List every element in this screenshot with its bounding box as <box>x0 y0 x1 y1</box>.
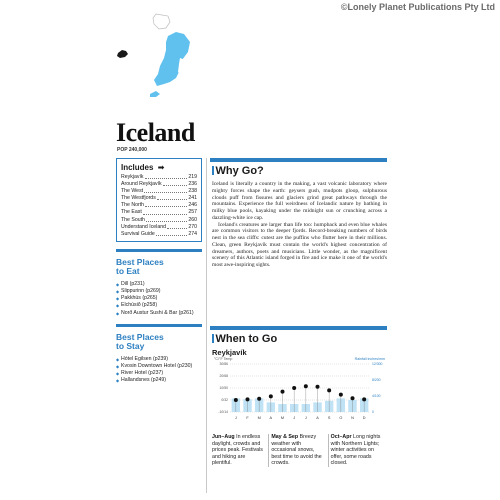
temperature-point <box>234 398 238 402</box>
list-item: ◆ Hótel Egilsen (p239) <box>116 356 202 363</box>
list-item: ◆ Kvosin Downtown Hotel (p230) <box>116 363 202 370</box>
month-tick-label: M <box>280 416 285 420</box>
month-tick-label: J <box>304 416 307 420</box>
month-tick-label: S <box>327 416 331 420</box>
month-tick-label: J <box>293 416 296 420</box>
left-tick-label: 0/32 <box>221 398 228 403</box>
month-tick-label: N <box>351 416 354 420</box>
list-item: ◆ River Hotel (p237) <box>116 370 202 377</box>
list-item: ◆ Hallandsnes (p249) <box>116 377 202 384</box>
includes-item[interactable]: Survival Guide 274 <box>121 230 197 237</box>
includes-heading: Includes <box>121 163 154 172</box>
arrow-right-icon: ➡ <box>157 163 165 172</box>
season-winter: Oct–Apr Long nights with Northern Lights; winter activities on offer, some roads closed. <box>328 434 387 467</box>
temperature-point <box>327 388 331 392</box>
includes-item[interactable]: The North 246 <box>121 202 197 209</box>
right-axis-label: Rainfall inches/mm <box>354 357 385 361</box>
locator-map <box>110 12 200 97</box>
temperature-point <box>246 397 250 401</box>
divider <box>116 324 202 327</box>
divider <box>116 249 202 252</box>
season-descriptions <box>212 434 387 467</box>
left-axis-label: °C/°F Temp <box>214 357 233 361</box>
month-tick-label: F <box>246 416 249 420</box>
temperature-point <box>281 390 285 394</box>
right-tick-label: 12/300 <box>372 362 383 367</box>
why-go-paragraph: Iceland is literally a country in the making, a vast volcanic laboratory where mighty forces shape the earth: geysers gush, mudpots gloop, sulphurous clouds puff from fissures and glaciers grind great pathways through the mountains. Experience the full weirdness of Icelandic nature by bathing in milky blue pools, kayaking under the midnight sun or crunching across a dazzling-white ice cap. <box>212 181 387 221</box>
month-tick-label: A <box>316 416 319 420</box>
list-item: ◆ Pakkhús (p265) <box>116 295 202 302</box>
temperature-point <box>257 397 261 401</box>
list-item: ◆ Slippurinn (p269) <box>116 288 202 295</box>
temperature-point <box>362 397 366 401</box>
includes-item[interactable]: The East 257 <box>121 209 197 216</box>
best-stay-title: Best Places to Stay <box>116 331 164 352</box>
includes-item[interactable]: Reykjavík 219 <box>121 174 197 180</box>
month-tick-label: A <box>269 416 273 420</box>
when-to-go-title: When to Go <box>212 333 277 345</box>
greenland-shape <box>153 14 170 29</box>
why-go-title: Why Go? <box>212 165 264 177</box>
column-separator <box>206 158 207 493</box>
month-tick-label: M <box>257 416 261 420</box>
temperature-point <box>316 385 320 389</box>
why-go-bar <box>210 158 387 162</box>
why-go-text <box>212 181 387 269</box>
season-shoulder: May & Sep Breezy weather with occasional snows, best time to avoid the crowds. <box>268 434 327 467</box>
left-tick-label: -10/14 <box>218 410 228 415</box>
month-tick-label: O <box>339 416 343 420</box>
includes-item[interactable]: The South 260 <box>121 216 197 223</box>
scandinavia-shape <box>150 32 190 97</box>
when-to-go-bar <box>210 326 387 330</box>
temperature-point <box>351 396 355 400</box>
temperature-point <box>339 393 343 397</box>
list-item: ◆ Elchúsið (p258) <box>116 302 202 309</box>
best-stay-list <box>116 356 202 385</box>
left-tick-label: 20/68 <box>219 374 228 379</box>
copyright-notice: ©Lonely Planet Publications Pty Ltd <box>340 2 495 12</box>
includes-list <box>121 174 197 238</box>
climate-city: Reykjavík <box>212 348 247 357</box>
includes-item[interactable]: Around Reykjavík 236 <box>121 181 197 188</box>
right-tick-label: 8/200 <box>372 378 381 383</box>
iceland-shape <box>117 50 128 58</box>
includes-box <box>116 158 202 242</box>
why-go-paragraph: Iceland's creatures are larger than life too: humpback and even blue whales are common visitors to the deeper fjords. Record-breaking numbers of birds nest in the sea cliffs: cutest are the puffins who flutter here in their millions. Clean, green Reykjavík must contain the world's highest concentration of dreamers, authors, poets and musicians. Little wonder, as the magnificent scenery of this Atlantic island forged in fire and ice make it one of the world's most awe-inspiring sights. <box>212 221 387 268</box>
list-item: ◆ Dill (p231) <box>116 281 202 288</box>
sidebar <box>116 158 202 385</box>
temperature-point <box>292 386 296 390</box>
population-label: POP 240,000 <box>117 147 147 153</box>
climate-chart <box>212 356 387 428</box>
page-title: Iceland <box>116 118 195 147</box>
right-tick-label: 4/100 <box>372 394 381 399</box>
left-tick-label: 10/50 <box>219 386 228 391</box>
includes-title <box>121 163 197 172</box>
right-tick-label: 0 <box>372 410 374 415</box>
best-eat-title: Best Places to Eat <box>116 256 164 277</box>
month-tick-label: J <box>234 416 237 420</box>
includes-item[interactable]: Understand Iceland 270 <box>121 223 197 230</box>
left-tick-label: 30/86 <box>219 362 228 367</box>
season-summer: Jun–Aug In endless daylight, crowds and prices peak. Festivals and hiking are plentiful. <box>212 434 263 467</box>
list-item: ◆ Norð Austur Sushi & Bar (p261) <box>116 310 202 317</box>
month-tick-label: D <box>362 416 366 420</box>
best-eat-list <box>116 281 202 317</box>
includes-item[interactable]: The Westfjords 241 <box>121 195 197 202</box>
temperature-point <box>269 394 273 398</box>
temperature-point <box>304 384 308 388</box>
includes-item[interactable]: The West 238 <box>121 188 197 195</box>
